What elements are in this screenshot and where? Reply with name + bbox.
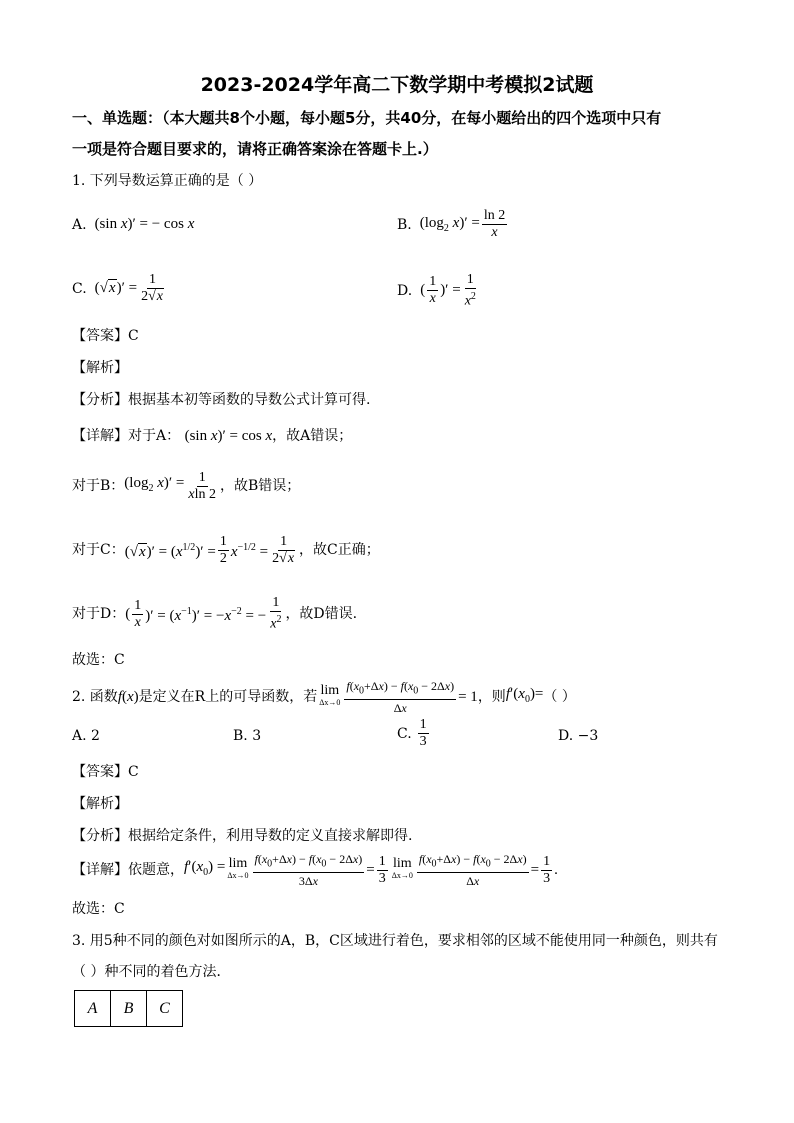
q1-detail-c: 对于C： $(√x)' = (x^{1/2})'$ = $\frac{1}{2}$ $x^{-1/2}$ = $\frac{1}{2√x}$ ，故C正确； — [72, 533, 380, 566]
q1-detail-d-post: ，故D错误. — [285, 606, 358, 622]
q1-detail-b-pre: 对于B： — [72, 478, 125, 494]
q1-option-d: D. ( $\frac{1}{x}$ )′ = $\frac{1}{x^2}$ — [397, 272, 476, 309]
q1-detail-b-post: ，故B错误； — [220, 478, 301, 494]
q2-stem-pre: 2. 函数 — [72, 689, 118, 705]
q3-region-b: B — [111, 991, 147, 1027]
page-title: 2023-2024学年高二下数学期中考模拟2试题 — [200, 74, 594, 96]
q2-conclusion: 故选：C — [72, 901, 125, 917]
q2-stem-mid: 是定义在R上的可导函数，若 — [138, 689, 318, 705]
q2-answer — [72, 762, 724, 782]
q2-answer-tag: 【答案】 — [72, 764, 128, 780]
q2-option-d: D. −3 — [558, 728, 599, 744]
q1-answer — [72, 326, 724, 346]
q2-xiangjie-tag: 【详解】 — [72, 862, 128, 878]
q1-analysis-tag: 【解析】 — [72, 360, 128, 376]
q1-detail-c-post: ，故C正确； — [299, 542, 380, 558]
q2-detail: 【详解】 依题意， $f'(x_0)$ = lim Δx→0 $\frac{f(x_0+\Delta x) - f(x_0 - 2\Delta x)}{3\Delta x}$ = $\frac{1}{3}$ lim Δx→0 $\frac{f(x_0+\Delta x) - f(x_0 - 2\Delta x)}{\Delta x}$ = $\frac{1}{3}$ . — [72, 851, 558, 889]
section-heading-line1: 一、单选题：（本大题共8个小题，每小题5分，共40分，在每小题给出的四个选项中只有 — [72, 109, 662, 127]
q1-detail-a-post: ，故A错误； — [272, 428, 353, 444]
q3-region-figure — [74, 990, 183, 1027]
q2-fenxi — [72, 826, 724, 846]
q1-xiangjie-tag: 【详解】 — [72, 428, 128, 444]
q3-region-a: A — [75, 991, 111, 1027]
q1-option-d-label: D. — [397, 282, 413, 299]
q1-fenxi-tag: 【分析】 — [72, 392, 128, 408]
q3-stem-line1: 3. 用5种不同的颜色对如图所示的A，B，C区域进行着色，要求相邻的区域不能使用同一种颜色，则共有 — [72, 933, 718, 949]
q2-option-a: A. 2 — [72, 728, 100, 744]
q2-fenxi-tag: 【分析】 — [72, 828, 128, 844]
q1-answer-tag: 【答案】 — [72, 328, 128, 344]
q1-option-b: B. ($\log_2$ x)′ = $\frac{\ln 2}{x}$ — [397, 208, 506, 240]
q1-detail-b: 对于B： ($\log_2$ x)′ = $\frac{1}{xln 2}$ ，故B错误； — [72, 469, 301, 502]
q1-detail-d: 对于D： ( $\frac{1}{x}$ )′ = $(x^{-1})' = -x^{-2}$ = − $\frac{1}{x^2}$ ，故D错误. — [72, 595, 358, 632]
q2-stem: 2. 函数 f(x) 是定义在R上的可导函数，若 lim Δx→0 $\frac{f(x_0+\Delta x) - f(x_0 - 2\Delta x)}{\Delta x}$ = 1 ，则 $f'(x_0)=$ （ ） — [72, 678, 576, 716]
q1-fenxi-text: 根据基本初等函数的导数公式计算可得. — [128, 392, 371, 408]
q1-fenxi — [72, 390, 724, 410]
q2-xiangjie-pre: 依题意， — [128, 862, 184, 878]
q1-option-c: C. (√x)′ = $\frac{1}{2√x}$ — [72, 272, 163, 304]
q1-detail-a-pre: 对于A： — [128, 428, 181, 444]
q2-option-b: B. 3 — [233, 728, 262, 744]
q1-answer-value: C — [128, 328, 139, 344]
q2-fenxi-text: 根据给定条件，利用导数的定义直接求解即得. — [128, 828, 413, 844]
q1-stem: 1. 下列导数运算正确的是（ ） — [72, 173, 263, 189]
q2-option-c-label: C. — [397, 725, 412, 742]
q1-detail-d-pre: 对于D： — [72, 606, 126, 622]
q1-detail-a: 【详解】对于A： (sin x)′ = cos x，故A错误； — [72, 428, 353, 444]
q3-region-c: C — [147, 991, 183, 1027]
q1-conclusion: 故选：C — [72, 652, 125, 668]
q2-analysis-tag: 【解析】 — [72, 796, 128, 812]
q2-stem-post: ，则 — [477, 689, 506, 705]
q1-option-b-label: B. — [397, 216, 412, 233]
q1-option-a-label: A. — [72, 216, 87, 233]
q2-answer-value: C — [128, 764, 139, 780]
q1-option-c-label: C. — [72, 280, 87, 297]
q2-option-c: C. $\frac{1}{3}$ — [397, 717, 427, 749]
q1-detail-c-pre: 对于C： — [72, 542, 125, 558]
q1-option-a: A. (sin x)′ = − cos x — [72, 216, 195, 233]
q3-stem-line2: （ ）种不同的着色方法． — [72, 964, 231, 980]
q2-stem-end: （ ） — [543, 689, 576, 705]
section-heading-line2: 一项是符合题目要求的，请将正确答案涂在答题卡上.） — [72, 140, 438, 158]
